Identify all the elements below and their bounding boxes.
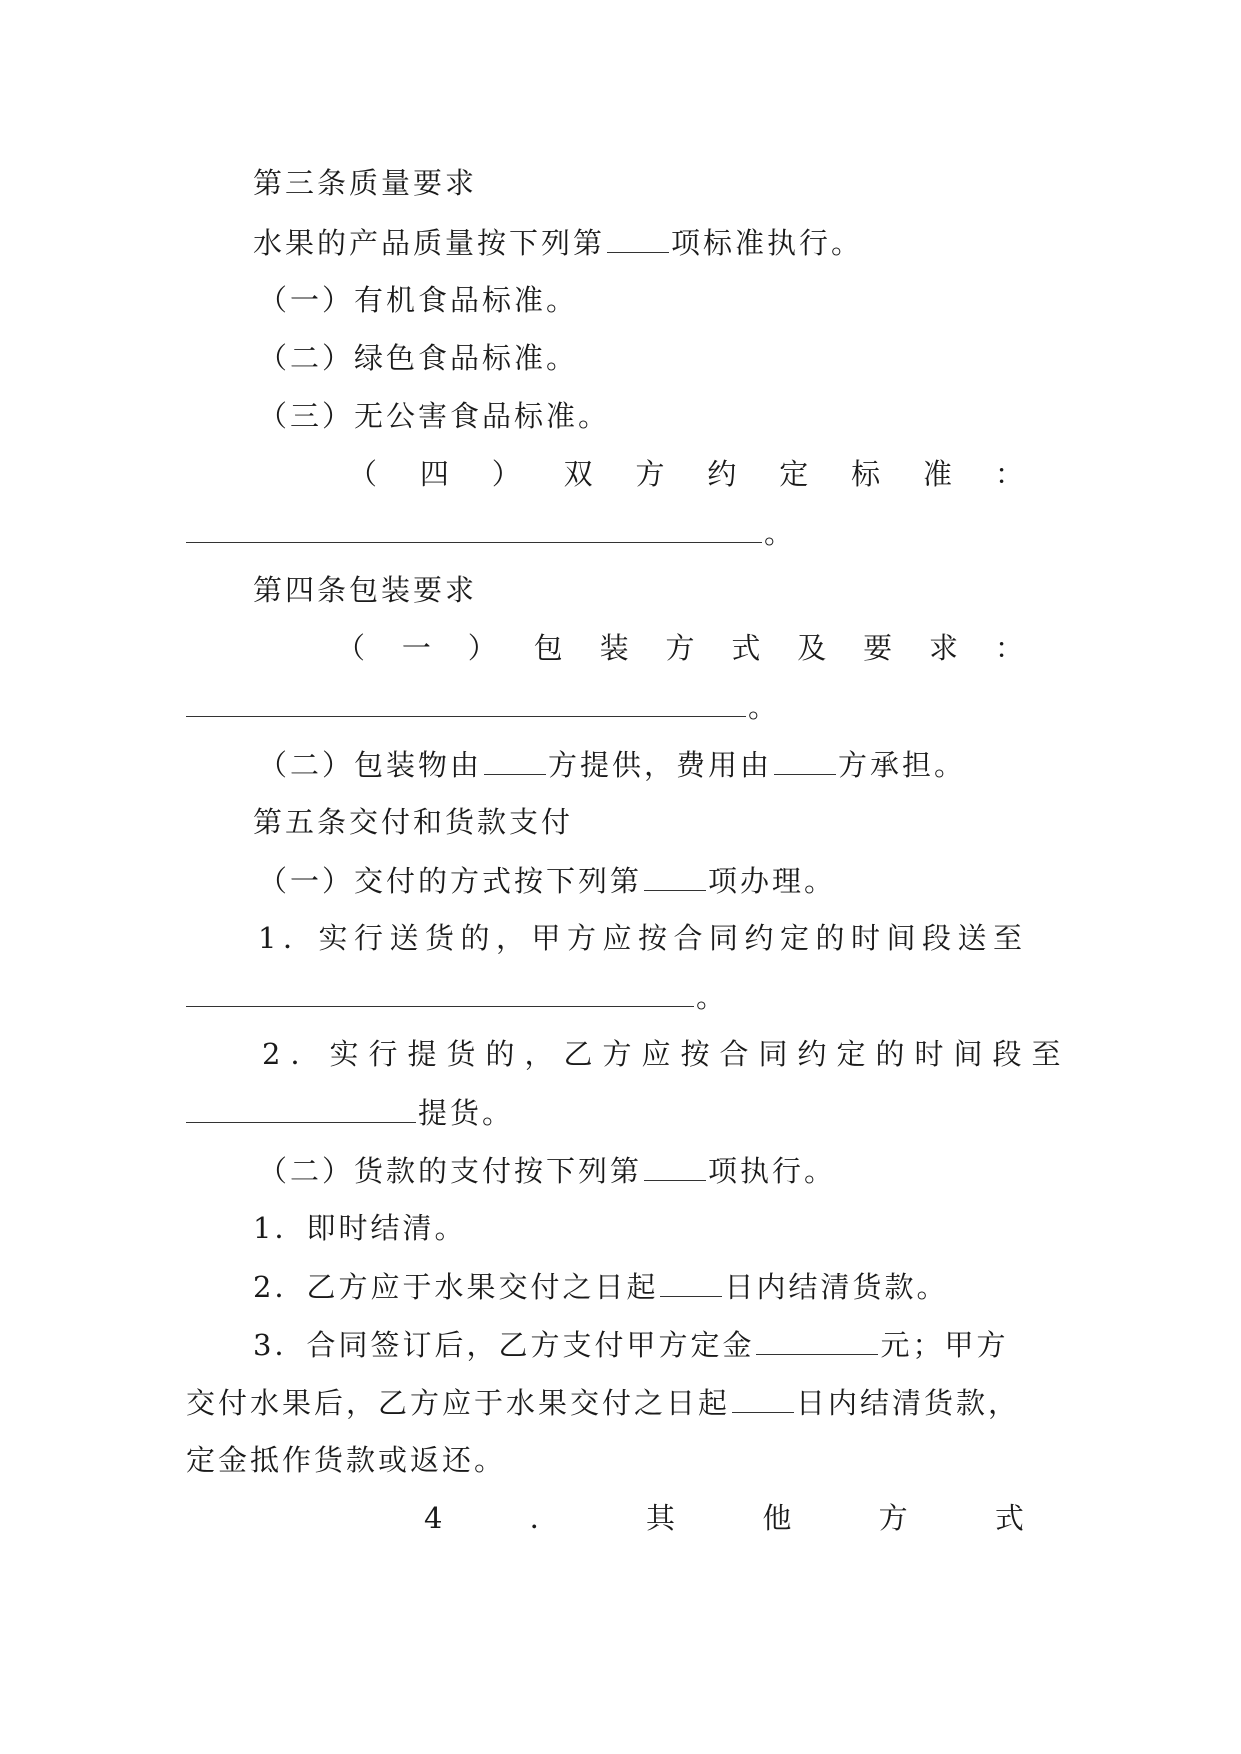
item1-char: 要 — [863, 631, 893, 665]
item4-char: 约 — [707, 457, 737, 491]
item4-char: ） — [491, 457, 521, 491]
article4-item2-pre: （二）包装物由 — [258, 748, 483, 782]
settlement-days-blank — [660, 1266, 722, 1297]
article4-item2-mid: 方提供，费用由 — [548, 748, 773, 782]
p4-char: 方 — [878, 1501, 908, 1535]
pickup-text: 提货。 — [418, 1096, 515, 1130]
payment-option3-line3: 定金抵作货款或返还。 — [186, 1443, 507, 1477]
agreed-standard-blank — [186, 512, 762, 543]
item4-char: 四 — [419, 457, 449, 491]
item4-char: 准 — [923, 457, 953, 491]
item4-char: 标 — [851, 457, 881, 491]
item4-char: 定 — [779, 457, 809, 491]
item1-char: 方 — [665, 631, 695, 665]
item1-char: （ — [336, 631, 366, 665]
article3-item2: （二）绿色食品标准。 — [258, 341, 579, 375]
deposit-amount-blank — [756, 1324, 878, 1355]
article5-payment — [258, 1150, 836, 1190]
delivery-option2: 2．实行提货的，乙方应按合同约定的时间段至 — [262, 1037, 1071, 1071]
article4-item1 — [336, 628, 1024, 668]
item1-char: 求 — [929, 631, 959, 665]
article4-item2-post: 方承担。 — [838, 748, 967, 782]
delivery-option1: 1．实行送货的，甲方应按合同约定的时间段送至 — [258, 921, 1029, 955]
article3-heading: 第三条质量要求 — [253, 166, 478, 200]
period: 。 — [696, 980, 729, 1014]
item4-char: ： — [994, 457, 1024, 491]
delivery-option1-continuation — [186, 976, 728, 1016]
p4-char: 4 — [424, 1501, 443, 1535]
packaging-provider-blank — [484, 744, 546, 775]
article3-intro-text-post: 项标准执行。 — [671, 226, 864, 260]
period: 。 — [748, 690, 781, 724]
p4-char: 其 — [646, 1501, 676, 1535]
item1-char: ： — [994, 631, 1024, 665]
deposit-settlement-days-blank — [732, 1382, 794, 1413]
article4-heading: 第四条包装要求 — [253, 573, 478, 607]
p4-char: ． — [529, 1501, 559, 1535]
p4-char: 式 — [994, 1501, 1024, 1535]
item1-char: 包 — [533, 631, 563, 665]
article3-intro — [253, 222, 863, 262]
delivery-post: 项办理。 — [708, 864, 837, 898]
p3-line2-post: 日内结清货款， — [796, 1386, 1021, 1420]
payment-post: 项执行。 — [708, 1154, 837, 1188]
item1-char: 装 — [599, 631, 629, 665]
item1-char: ） — [467, 631, 497, 665]
payment-option2 — [253, 1266, 948, 1306]
packaging-method-blank — [186, 686, 746, 717]
period: 。 — [764, 516, 797, 550]
packaging-cost-blank — [774, 744, 836, 775]
delivery-choice-blank — [644, 860, 706, 891]
article3-item1: （一）有机食品标准。 — [258, 283, 579, 317]
payment-choice-blank — [644, 1150, 706, 1181]
standard-choice-blank — [607, 222, 669, 253]
article3-item3: （三）无公害食品标准。 — [258, 399, 611, 433]
item1-char: 及 — [797, 631, 827, 665]
article3-intro-text-pre: 水果的产品质量按下列第 — [253, 226, 606, 260]
p2-pre: 2．乙方应于水果交付之日起 — [253, 1270, 659, 1304]
article4-item1-continuation — [186, 686, 780, 726]
payment-pre: （二）货款的支付按下列第 — [258, 1154, 643, 1188]
article3-item4 — [348, 454, 1024, 494]
item1-char: 一 — [401, 631, 431, 665]
payment-option3-line2 — [186, 1382, 1020, 1422]
pickup-location-blank — [186, 1092, 416, 1123]
p2-post: 日内结清货款。 — [724, 1270, 949, 1304]
delivery-address-blank — [186, 976, 694, 1007]
article5-delivery — [258, 860, 836, 900]
article4-item2 — [258, 744, 966, 784]
payment-option3 — [253, 1324, 1008, 1364]
item4-char: 方 — [635, 457, 665, 491]
p3-pre: 3．合同签订后，乙方支付甲方定金 — [253, 1328, 755, 1362]
article3-item4-continuation — [186, 512, 796, 552]
p3-post: 元；甲方 — [880, 1328, 1009, 1362]
delivery-option2-continuation — [186, 1092, 514, 1132]
article5-heading: 第五条交付和货款支付 — [253, 805, 574, 839]
item4-char: （ — [348, 457, 378, 491]
payment-option4 — [424, 1498, 1024, 1538]
item1-char: 式 — [731, 631, 761, 665]
delivery-pre: （一）交付的方式按下列第 — [258, 864, 643, 898]
item4-char: 双 — [563, 457, 593, 491]
payment-option1: 1．即时结清。 — [253, 1211, 467, 1245]
p4-char: 他 — [762, 1501, 792, 1535]
p3-line2-pre: 交付水果后，乙方应于水果交付之日起 — [186, 1386, 731, 1420]
